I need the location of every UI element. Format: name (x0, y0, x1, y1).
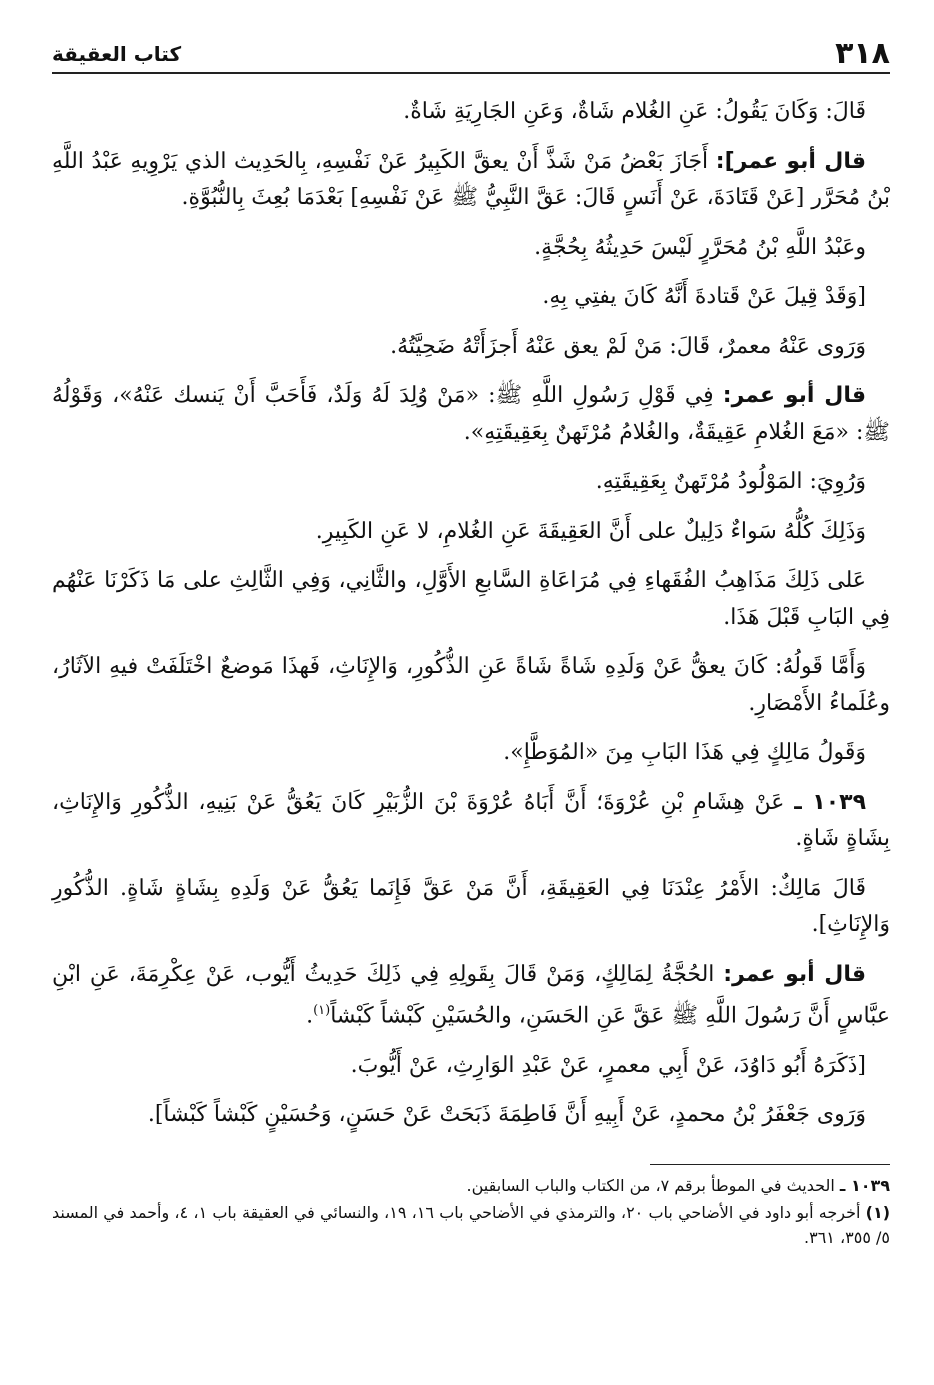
paragraph (52, 957, 890, 1035)
page-header (52, 36, 890, 74)
footnote (52, 1173, 890, 1198)
paragraph (52, 279, 890, 316)
footnote-text: أخرجه أبو داود في الأضاحي باب ٢٠، والترمذي في الأضاحي باب ١٦، ١٩، والنسائي في العقيقة باب ١، ٤، وأحمد في المسند ٥/ ٣٥٥، ٣٦١. (52, 1202, 890, 1247)
speaker-label: قال أبو عمر: (722, 383, 866, 408)
page-number: ٣١٨ (835, 36, 890, 71)
footnote-divider (650, 1164, 890, 1165)
paragraph-tail: . (306, 1003, 314, 1029)
paragraph (52, 329, 890, 366)
paragraph-text: فِي قَوْلِ رَسُولِ اللَّهِ ﷺ: «مَنْ وُلِدَ لَهُ وَلَدٌ، فَأَحَبَّ أَنْ يَنسك عَنْهُ»، وَقَوْلُهُ ﷺ: «مَعَ الغُلامِ عَقِيقَةٌ، والغُلامُ مُرْتَهنٌ بِعَقِيقَتِهِ». (52, 383, 890, 445)
paragraph (52, 871, 890, 944)
footnote (52, 1200, 890, 1250)
paragraph (52, 230, 890, 267)
paragraph (52, 649, 890, 722)
paragraph-text: وَأَمَّا قَولُهُ: كَانَ يعقُّ عَنْ وَلَدِهِ شَاةً شَاةً عَنِ الذُّكُورِ، وَالإِنَاثِ، فَهذَا مَوضعٌ اخْتَلَفَتْ فيهِ الآثَارُ، وعُلَماءُ الأَمْصَارِ. (52, 654, 890, 716)
main-text (52, 94, 890, 1134)
speaker-label: قال أبو عمر: (723, 961, 866, 987)
paragraph (52, 1048, 890, 1085)
paragraph-text: عَنْ هِشَامِ بْنِ عُرْوَةَ؛ أَنَّ أَبَاهُ عُرْوَةَ بْنَ الزُّبَيْرِ كَانَ يَعُقُّ عَنْ بَنِيهِ، الذُّكُورِ وَالإِنَاثِ، بِشَاةٍ شَاةٍ. (52, 789, 890, 851)
running-title: كتاب العقيقة (52, 42, 182, 66)
paragraph-text: وَرَوى جَعْفَرُ بْنُ محمدٍ، عَنْ أَبِيهِ أَنَّ فَاطِمَةَ ذَبَحَتْ عَنْ حَسَنٍ، وَحُسَيْنٍ كَبْشاً كَبْشاً]. (147, 1102, 866, 1128)
paragraph-text: وَذَلِكَ كُلُّهُ سَواءٌ دَلِيلٌ على أَنَّ العَقِيقَةَ عَنِ الغُلامِ، لا عَنِ الكَبِيرِ. (315, 518, 866, 544)
paragraph-text: الحُجَّةُ لِمَالِكٍ، وَمَنْ قَالَ بِقَولِهِ فِي ذَلِكَ حَدِيثُ أَيُّوب، عَنْ عِكْرِمَةَ، عَنِ ابْنِ عبَّاسٍ أَنَّ رَسُولَ اللَّهِ ﷺ عَقَّ عَنِ الحَسَنِ، والحُسَيْنِ كَبْشاً كَبْشاً (52, 961, 890, 1029)
paragraph (52, 735, 890, 772)
paragraph-text: قَالَ: وَكَانَ يَقُولُ: عَنِ الغُلام شَاةٌ، وَعَنِ الجَارِيَةِ شَاةٌ. (403, 99, 866, 124)
paragraph (52, 94, 890, 131)
paragraph-text: أَجَازَ بَعْضُ مَنْ شَذَّ أَنْ يعقَّ الكَبِيرُ عَنْ نَفْسِهِ، بِالحَدِيث الذي يَرْوِيهِ عَبْدُ اللَّهِ بْنُ مُحَرَّر [عَنْ قَتَادَةَ، عَنْ أَنَسٍ قَالَ: عَقَّ النَّبِيُّ ﷺ عَنْ نَفْسِهِ] بَعْدَمَا بُعِثَ بِالنُّبُوَّةِ. (52, 148, 890, 210)
footnote-number: ١٠٣٩ ـ (839, 1175, 890, 1195)
footnote-text: الحديث في الموطأ برقم ٧، من الكتاب والباب السابقين. (466, 1175, 835, 1195)
paragraph (52, 1097, 890, 1134)
paragraph-text: وَرَوى عَنْهُ معمرٌ، قَالَ: مَنْ لَمْ يعق عَنْهُ أَجزَأَتْهُ ضَحِيَّتُهُ. (390, 333, 866, 359)
footnote-marker[interactable]: (١) (313, 1003, 331, 1018)
paragraph-text: قَالَ مَالِكٌ: الأَمْرُ عِنْدَنَا فِي العَقِيقَةِ، أَنَّ مَنْ عَقَّ فَإِنَما يَعُقُّ عَنْ وَلَدِهِ بِشَاةٍ شَاةٍ. الذُّكُورِ وَالإِنَاثِ]. (52, 875, 890, 937)
paragraph (52, 378, 890, 451)
paragraph-text: وعَبْدُ اللَّهِ بْنُ مُحَرَّرٍ لَيْسَ حَدِيثُهُ بِحُجَّةٍ. (534, 234, 866, 260)
paragraph (52, 514, 890, 551)
footnotes (52, 1173, 890, 1250)
paragraph-text: عَلى ذَلِكَ مَذَاهِبُ الفُقَهاءِ فِي مُرَاعَاةِ السَّابعِ الأَوَّلِ، والثَّانِي، وَفِي الثَّالِثِ على مَا ذَكَرْنَا عَنْهُم فِي البَابِ قَبْلَ هَذَا. (52, 568, 890, 630)
paragraph-text: وَرُوِيَ: المَوْلُودُ مُرْتَهنٌ بِعَقِيقَتِهِ. (595, 469, 866, 494)
hadith-number: ١٠٣٩ ـ (794, 789, 866, 815)
paragraph (52, 563, 890, 636)
speaker-label: قال أبو عمر]: (715, 148, 866, 174)
paragraph-text: [وَقَدْ قِيلَ عَنْ قَتادةَ أَنَّهُ كَانَ يفتِي بِهِ. (542, 284, 866, 309)
paragraph (52, 144, 890, 217)
footnote-number: (١) (865, 1202, 891, 1222)
hadith-paragraph (52, 785, 890, 858)
paragraph-text: وَقَولُ مَالِكٍ فِي هَذَا البَابِ مِنَ «المُوَطَّإِ». (503, 740, 866, 765)
book-page (52, 36, 890, 1356)
paragraph-text: [ذَكَرَهُ أَبُو دَاوُدَ، عَنْ أَبِي معمرٍ، عَنْ عَبْدِ الوَارِثِ، عَنْ أَيُّوبَ. (350, 1052, 866, 1078)
paragraph (52, 464, 890, 501)
